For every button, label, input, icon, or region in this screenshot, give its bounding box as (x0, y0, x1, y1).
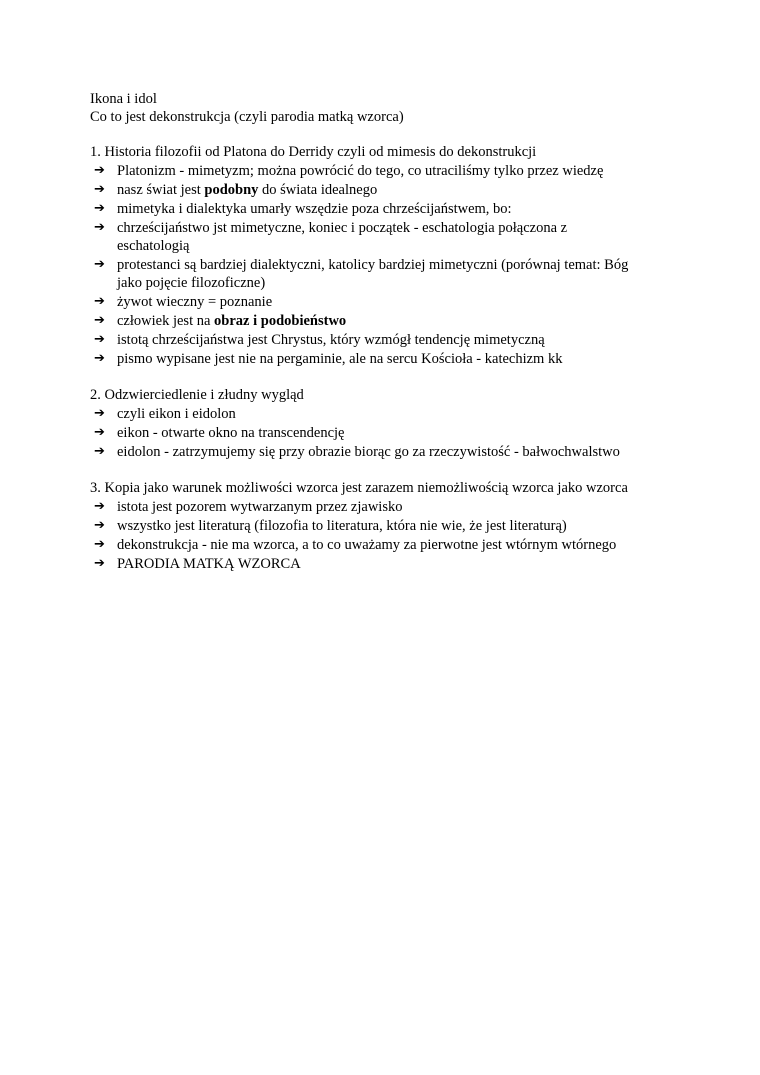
list-item-text-post: do świata idealnego (258, 182, 378, 198)
list-item-text-line2: eschatologią (117, 238, 190, 254)
list-item (90, 498, 680, 516)
arrow-right-icon: ➔ (94, 257, 105, 272)
list-item (90, 443, 680, 461)
arrow-right-icon: ➔ (94, 518, 105, 533)
bullet-list (90, 405, 680, 461)
bullet-list (90, 162, 680, 368)
list-item-text-line1: chrześcijaństwo jst mimetyczne, koniec i początek - eschatologia połączona z (117, 220, 568, 236)
document-subtitle: Co to jest dekonstrukcja (czyli parodia matką wzorca) (90, 109, 404, 125)
spacer (90, 126, 680, 143)
list-item-text-bold: obraz i podobieństwo (214, 313, 347, 329)
document-page (90, 90, 680, 574)
list-item (90, 181, 680, 199)
list-item (90, 331, 680, 349)
arrow-right-icon: ➔ (94, 201, 105, 216)
list-item (90, 424, 680, 442)
list-item (90, 200, 680, 218)
arrow-right-icon: ➔ (94, 537, 105, 552)
list-item-text: żywot wieczny = poznanie (117, 294, 273, 310)
section-2 (90, 386, 680, 461)
list-item-text: istota jest pozorem wytwarzanym przez zjawisko (117, 499, 403, 515)
section-3 (90, 479, 680, 573)
list-item-text: pismo wypisane jest nie na pergaminie, ale na sercu Kościoła - katechizm kk (117, 351, 563, 367)
list-item-text-line2: jako pojęcie filozoficzne) (117, 275, 266, 291)
list-item (90, 536, 680, 554)
arrow-right-icon: ➔ (94, 406, 105, 421)
list-item (90, 293, 680, 311)
list-item-text: istotą chrześcijaństwa jest Chrystus, który wzmógł tendencję mimetyczną (117, 332, 545, 348)
list-item (90, 256, 680, 292)
list-item-text: czyli eikon i eidolon (117, 406, 236, 422)
section-heading: 2. Odzwierciedlenie i złudny wygląd (90, 387, 304, 403)
list-item-text-pre: człowiek jest na (117, 313, 215, 329)
list-item-text-line1: protestanci są bardziej dialektyczni, katolicy bardziej mimetyczni (porównaj temat: Bóg (117, 257, 629, 273)
section-heading: 3. Kopia jako warunek możliwości wzorca jest zarazem niemożliwością wzorca jako wzorca (90, 480, 628, 496)
list-item-text: PARODIA MATKĄ WZORCA (117, 556, 301, 572)
arrow-right-icon: ➔ (94, 294, 105, 309)
list-item (90, 405, 680, 423)
spacer (90, 462, 680, 479)
arrow-right-icon: ➔ (94, 351, 105, 366)
list-item (90, 350, 680, 368)
list-item-text: wszystko jest literaturą (filozofia to literatura, która nie wie, że jest literaturą) (117, 518, 567, 534)
arrow-right-icon: ➔ (94, 499, 105, 514)
spacer (90, 369, 680, 386)
arrow-right-icon: ➔ (94, 425, 105, 440)
list-item-text: Platonizm - mimetyzm; można powrócić do tego, co utraciliśmy tylko przez wiedzę (117, 163, 604, 179)
list-item (90, 219, 680, 255)
arrow-right-icon: ➔ (94, 182, 105, 197)
list-item (90, 517, 680, 535)
list-item-text: dekonstrukcja - nie ma wzorca, a to co uważamy za pierwotne jest wtórnym wtórnego (117, 537, 617, 553)
list-item (90, 162, 680, 180)
section-1 (90, 143, 680, 368)
list-item-text-pre: nasz świat jest (117, 182, 205, 198)
section-heading: 1. Historia filozofii od Platona do Derridy czyli od mimesis do dekonstrukcji (90, 144, 537, 160)
list-item-text: mimetyka i dialektyka umarły wszędzie poza chrześcijaństwem, bo: (117, 201, 512, 217)
arrow-right-icon: ➔ (94, 332, 105, 347)
bullet-list (90, 498, 680, 573)
arrow-right-icon: ➔ (94, 220, 105, 235)
list-item-text-bold: podobny (204, 182, 259, 198)
arrow-right-icon: ➔ (94, 313, 105, 328)
arrow-right-icon: ➔ (94, 444, 105, 459)
list-item (90, 555, 680, 573)
arrow-right-icon: ➔ (94, 163, 105, 178)
document-title: Ikona i idol (90, 91, 157, 107)
list-item (90, 312, 680, 330)
arrow-right-icon: ➔ (94, 556, 105, 571)
list-item-text: eikon - otwarte okno na transcendencję (117, 425, 345, 441)
list-item-text: eidolon - zatrzymujemy się przy obrazie biorąc go za rzeczywistość - bałwochwalstwo (117, 444, 620, 460)
